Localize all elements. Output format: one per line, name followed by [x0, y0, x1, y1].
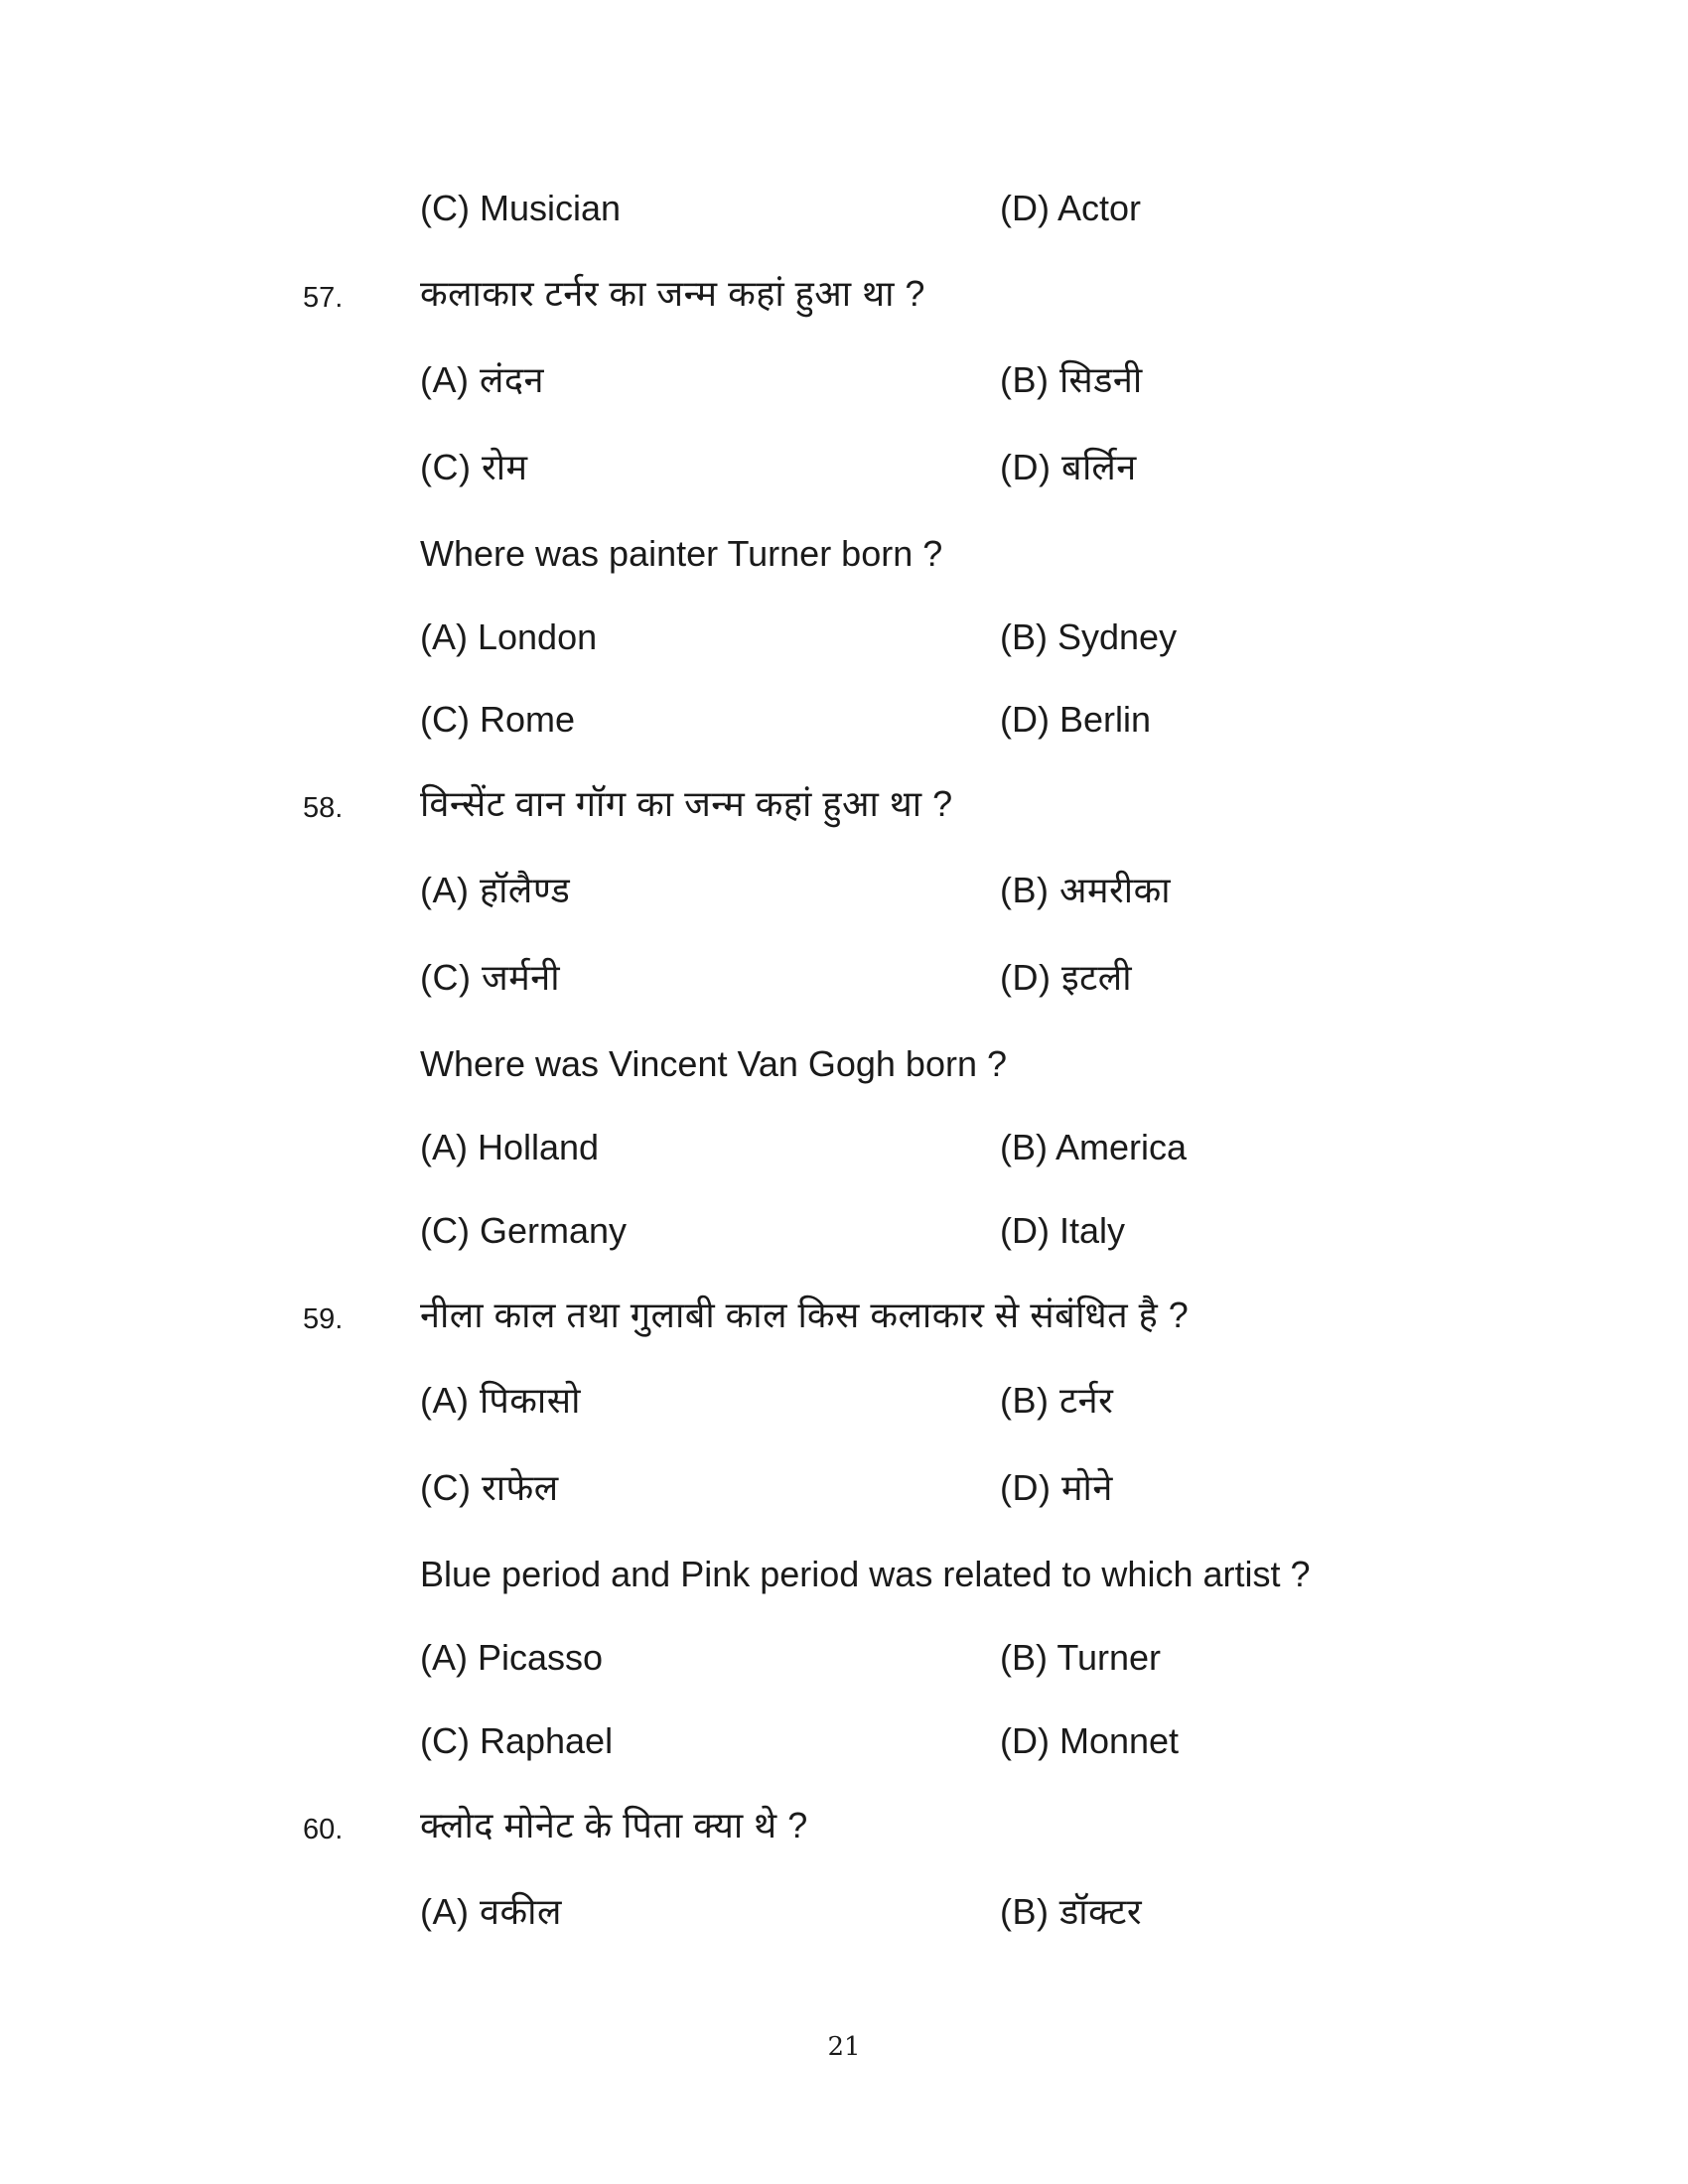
option-b: (B) अमरीका: [1000, 870, 1172, 910]
option-row: [0, 440, 1688, 489]
option-b: (B) Turner: [1000, 1637, 1162, 1678]
option-row: [0, 1713, 1688, 1763]
question-text-hindi: क्लोद मोनेट के पिता क्या थे ?: [420, 1805, 808, 1845]
option-row: [0, 181, 1688, 230]
question-57-english: [0, 526, 1688, 576]
question-text-english: Where was Vincent Van Gogh born ?: [420, 1043, 1008, 1084]
option-b: (B) डॉक्टर: [1000, 1891, 1143, 1932]
option-a: (A) London: [420, 616, 598, 657]
option-d: (D) इटली: [1000, 957, 1133, 998]
question-text-english: Blue period and Pink period was related to which artist ?: [420, 1554, 1311, 1594]
option-a: (A) Picasso: [420, 1637, 604, 1678]
option-a: (A) लंदन: [420, 359, 544, 400]
option-c: (C) Germany: [420, 1210, 628, 1251]
question-text-hindi: विन्सेंट वान गॉग का जन्म कहां हुआ था ?: [420, 783, 953, 824]
option-d: (D) Italy: [1000, 1210, 1125, 1251]
option-row: [0, 1373, 1688, 1423]
option-a: (A) वकील: [420, 1891, 562, 1932]
question-text-hindi: कलाकार टर्नर का जन्म कहां हुआ था ?: [420, 273, 925, 314]
page-number: 21: [827, 2032, 861, 2062]
option-row: [0, 1203, 1688, 1253]
option-row: [0, 1884, 1688, 1934]
option-b: (B) Sydney: [1000, 616, 1178, 657]
option-c: (C) Rome: [420, 699, 576, 740]
option-row: [0, 1460, 1688, 1510]
question-58-hindi: [0, 776, 1688, 826]
option-b: (B) America: [1000, 1127, 1188, 1167]
question-number: 60.: [303, 1814, 344, 1845]
option-row: [0, 1630, 1688, 1680]
option-d: (D) बर्लिन: [1000, 447, 1137, 487]
option-row: [0, 863, 1688, 912]
option-row: [0, 352, 1688, 402]
question-number: 58.: [303, 792, 344, 824]
question-number: 57.: [303, 282, 344, 314]
question-57-hindi: [0, 266, 1688, 316]
question-60-hindi: [0, 1798, 1688, 1847]
question-text-hindi: नीला काल तथा गुलाबी काल किस कलाकार से संबंधित है ?: [420, 1295, 1190, 1335]
question-text-english: Where was painter Turner born ?: [420, 533, 943, 574]
question-58-english: [0, 1036, 1688, 1086]
question-number: 59.: [303, 1303, 344, 1335]
option-row: [0, 610, 1688, 659]
option-b: (B) टर्नर: [1000, 1380, 1114, 1421]
option-a: (A) पिकासो: [420, 1380, 581, 1421]
option-a: (A) हॉलैण्ड: [420, 870, 571, 910]
option-c: (C) Musician: [420, 188, 622, 228]
option-b: (B) सिडनी: [1000, 359, 1143, 400]
option-a: (A) Holland: [420, 1127, 600, 1167]
option-c: (C) रोम: [420, 447, 528, 487]
option-row: [0, 692, 1688, 742]
option-c: (C) जर्मनी: [420, 957, 561, 998]
question-59-english: [0, 1547, 1688, 1596]
option-d: (D) Actor: [1000, 188, 1142, 228]
question-59-hindi: [0, 1288, 1688, 1337]
option-d: (D) Berlin: [1000, 699, 1152, 740]
option-row: [0, 950, 1688, 1000]
option-d: (D) Monnet: [1000, 1720, 1180, 1761]
option-row: [0, 1120, 1688, 1169]
option-c: (C) राफेल: [420, 1467, 559, 1508]
option-c: (C) Raphael: [420, 1720, 614, 1761]
option-d: (D) मोने: [1000, 1467, 1113, 1508]
